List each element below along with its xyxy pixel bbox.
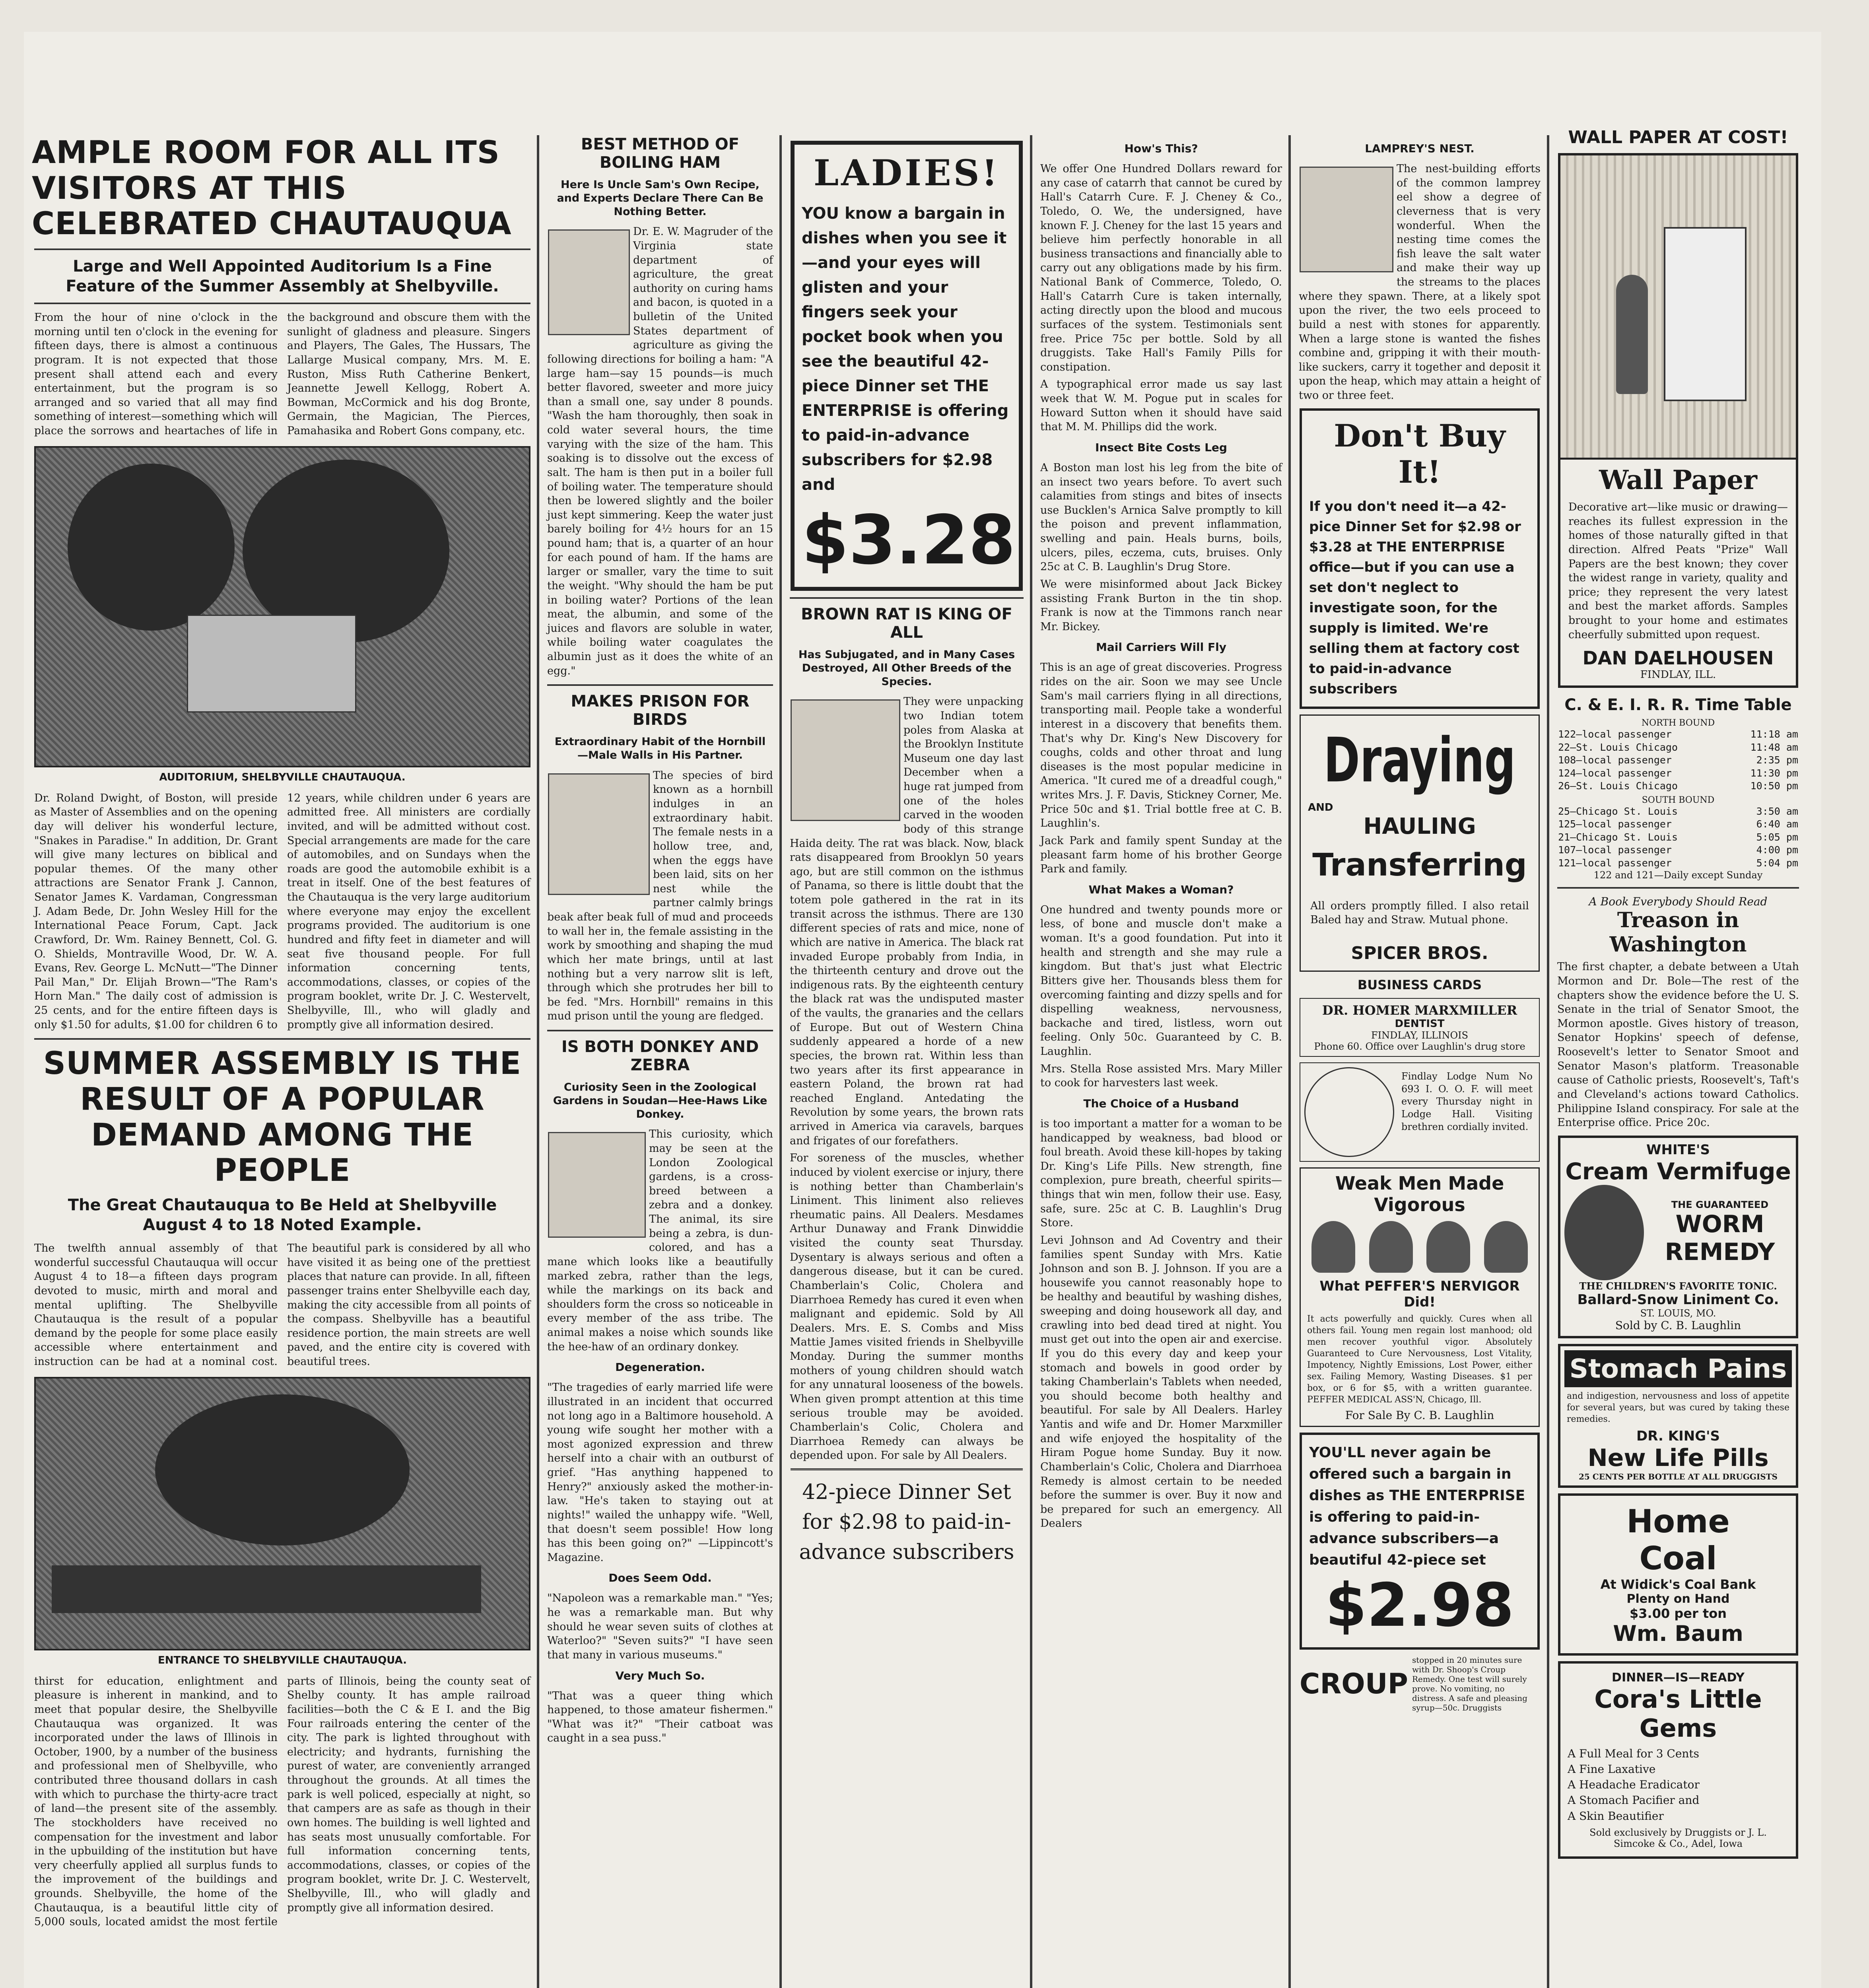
- timetable-row: [1555, 818, 1801, 831]
- column-local-news: [1038, 135, 1284, 1988]
- ad-gems-title: Cora's Little Gems: [1594, 1684, 1762, 1743]
- portrait: [1426, 1221, 1470, 1273]
- dentist-address: FINDLAY, ILLINOIS: [1371, 1029, 1469, 1041]
- ad-whites: [1558, 1136, 1798, 1338]
- time: 6:40 am: [1756, 818, 1798, 830]
- dentist-title: DENTIST: [1395, 1017, 1445, 1030]
- lamprey-illustration: [1300, 167, 1393, 272]
- article-chautauqua-history: thirst for education, enlightment and pleasure is inherent in mankind, and to meet that popular desire, the Shelbyville Chautauqua was organized. It was incorporated under the laws of Illinois in October, 1900, by a number of the business and professional men of Shelbyville, who contributed three thousand dollars in cash with which to purchase the thirty-acre tract of land—the present site of the assembly. The stockholders have received no compensation for the investment and labor in the upbuilding of the institution but have very cheerfully applied all surplus funds to the improvement of the buildings and grounds. Shelbyville, the home of the Chautauqua, is a beautiful little city of 5,000 souls, located amidst the most fertile parts of Illinois, being the county seat of Shelby county. It has ample railroad facilities—both the C & E I. and the Big Four railroads entering the center of the city. The park is lighted throughout with electricity; and hydrants, furnishing the purest of water, are conveniently arranged throughout the grounds. At all times the park is well policed, especially at night, so that campers are as safe as though in their own homes. The building is well lighted and has seats most unusually comfortable. For full information concerning tents, accommodations, classes, or copies of the program booklet, write Dr. J. C. Westervelt, Shelbyville, Ill., who will gladly and promptly give all information desired.: [34, 1675, 530, 1928]
- ad-ladies-price: $3.28: [802, 501, 1016, 580]
- divider: [34, 248, 530, 250]
- time: 5:04 pm: [1756, 857, 1798, 869]
- article-seem-odd: "Napoleon was a remarkable man." "Yes; he was a remarkable man. But why should he wear seven suits of clothes at Waterloo?" "Seven suits?" "I have seen that many in various museums.": [547, 1592, 773, 1661]
- tree-shape: [155, 1394, 410, 1545]
- newspaper-page: [24, 32, 1821, 1988]
- article-donkey-zebra: This curiosity, which may be seen at the London Zoological gardens, is a cross-breed between a zebra and a donkey. The animal, its sire being a zebra, is dun-colored, and has a mane which looks like a beautifully marked zebra, rather than the legs, while the markings on its back and shoulders form the cross so noticeable in every member of the ass tribe. The animal makes a noise which sounds like the hee-haw of an ordinary donkey.: [547, 1128, 773, 1353]
- time: 5:05 pm: [1756, 831, 1798, 843]
- ad-wallpaper-name: DAN DAELHOUSEN: [1582, 647, 1774, 669]
- divider: [547, 1030, 773, 1031]
- timetable-row: [1555, 831, 1801, 844]
- timetable-row: [1555, 741, 1801, 754]
- time: 11:30 pm: [1750, 767, 1798, 779]
- caption-auditorium: AUDITORIUM, SHELBYVILLE CHAUTAUQUA.: [159, 771, 406, 783]
- column-rule: [537, 135, 539, 1988]
- time: 3:50 am: [1756, 805, 1798, 817]
- article-husband: is too important a matter for a woman to be handicapped by weakness, bad blood or foul breath. Avoid these kill-hopes by taking Dr. King's Life Pills. New strength, fine complexion, pure breath, cheerful spirits—things that win men, follow their use. Easy, safe, sure. 25c at C. B. Laughlin's Drug Store.: [1040, 1117, 1282, 1229]
- train: 21—Chicago St. Louis: [1558, 831, 1678, 843]
- zebra-illustration: [548, 1132, 646, 1238]
- lodge-emblem-icon: [1304, 1067, 1394, 1157]
- list-item: A Skin Beautifier: [1568, 1809, 1664, 1823]
- ad-dont-buy: [1300, 408, 1540, 709]
- train: 122—local passenger: [1558, 728, 1672, 740]
- article-chautauqua-intro: From the hour of nine o'clock in the morning until ten o'clock in the evening for fifteen days, there is almost a continuous program. It is not expected that those present shall attend each and every entertainment, but the program is so arranged and so varied that all may find something of interest—something which will place the sorrows and heartaches of life in the background and obscure them with the sunlight of gladness and pleasure. Singers and Players, The Gales, The Hussars, The Lallarge Musical company, Mrs. M. E. Ruston, Miss Ruth Catherine Benkert, Jeannette Jewell Kellogg, Robert A. Bowman, McCormick and his dog Bronte, Germain, the Magician, The Pierces, Pamahasika and Robert Gons company, etc.: [34, 311, 530, 437]
- timetable-row: [1555, 844, 1801, 857]
- train: 26—St. Louis Chicago: [1558, 780, 1678, 792]
- auditorium-building: [187, 615, 356, 712]
- head-mail-carriers: Mail Carriers Will Fly: [1096, 641, 1226, 654]
- head-seem-odd: Does Seem Odd.: [608, 1571, 712, 1585]
- ad-coal-name: Wm. Baum: [1613, 1621, 1743, 1646]
- ad-croup-body: stopped in 20 minutes sure with Dr. Shoop's Croup Remedy. One test will surely prove. No vomiting, no distress. A safe and pleasing syrup—50c. Druggists: [1412, 1655, 1527, 1713]
- entrance-photo: [34, 1377, 530, 1650]
- ad-gems-head: DINNER—IS—READY: [1612, 1670, 1745, 1685]
- ad-stomach-title: Stomach Pains: [1564, 1350, 1792, 1387]
- article-summer-assembly: The twelfth annual assembly of that wonderful successful Chautauqua will occur August 4 to 18—a fifteen days program devoted to music, mirth and moral and mental uplifting. The Shelbyville Chautauqua is the result of a popular demand by the people for some place easily accessible where entertainment and instruction can be had at a nominal cost. The beautiful park is considered by all who have visited it as being one of the prettiest places that nature can provide. In all, fifteen passenger trains enter Shelbyville each day, making the city accessible from all points of the compass. Shelbyville has a beautiful residence portion, the main streets are well paved, and the entire city is covered with beautiful trees.: [34, 1242, 530, 1368]
- child-portrait: [1564, 1185, 1644, 1280]
- ad-ladies-title: LADIES!: [813, 152, 1000, 194]
- ad-coal-coal: Coal: [1639, 1540, 1717, 1577]
- list-item: A Full Meal for 3 Cents: [1568, 1747, 1700, 1760]
- tree-shape: [68, 464, 235, 631]
- ad-croup: [1300, 1655, 1540, 1712]
- timetable-row: [1555, 754, 1801, 767]
- headline-boiling-ham: BEST METHOD OF BOILING HAM: [581, 135, 740, 172]
- ad-stomach-pills: New Life Pills: [1587, 1444, 1769, 1472]
- divider: [34, 303, 530, 304]
- ad-dont-buy-title: Don't Buy It!: [1334, 417, 1506, 490]
- ad-wallpaper-body: Decorative art—like music or drawing—reaches its fullest expression in the homes of those naturally gifted in that direction. Alfred Peats "Prize" Wall Papers are the best known; they cover the widest range in variety, quality and price; they represent the very latest and best the market affords. Samples brought to your home and estimates cheerfully submitted upon request.: [1568, 501, 1788, 641]
- ad-wallpaper: [1558, 153, 1798, 688]
- ad-coal-bank: At Widick's Coal Bank: [1600, 1576, 1756, 1592]
- ad-draying: [1300, 714, 1540, 972]
- ad-whites-title: Cream Vermifuge: [1565, 1157, 1791, 1185]
- ad-never-text: YOU'LL never again be offered such a bargain in dishes as THE ENTERPRISE is offering to paid-in-advance subscribers—a beautiful 42-piece set: [1309, 1444, 1525, 1569]
- timetable-south: [1555, 805, 1801, 870]
- ad-whites-company: Ballard-Snow Liniment Co.: [1577, 1291, 1779, 1308]
- column-rule: [1288, 135, 1291, 1988]
- headline-ample-room: AMPLE ROOM FOR ALL ITS VISITORS AT THIS CELEBRATED CHAUTAUQUA: [32, 135, 512, 242]
- dentist-name: DR. HOMER MARXMILLER: [1322, 1002, 1517, 1018]
- column-ladies-rat: [787, 135, 1026, 1988]
- head-woman: What Makes a Woman?: [1088, 883, 1234, 896]
- book-body: The first chapter, a debate between a Utah Mormon and Dr. Bole—The rest of the chapters show the evidence before the U. S. Senate in the trial of Senator Smoot, the Mormon apostle. Gives history of treason, Senator Hopkins' speech of defense, Roosevelt's letter to Senator Smoot and Senator Mason's platform. Treasonable cause of Catholic priests, Roosevelt's, Taft's and Cleveland's actions toward Catholics. Philippine Island conspiracy. For sale at the Enterprise office. Price 20c.: [1557, 961, 1799, 1129]
- train: 107—local passenger: [1558, 844, 1672, 856]
- ad-stomach-price: 25 CENTS PER BOTTLE AT ALL DRUGGISTS: [1579, 1472, 1778, 1481]
- head-husband: The Choice of a Husband: [1083, 1097, 1239, 1110]
- headline-prison-birds: MAKES PRISON FOR BIRDS: [571, 692, 750, 729]
- ad-whites-remedy: WORM REMEDY: [1665, 1210, 1775, 1266]
- column-chautauqua: [32, 135, 533, 1988]
- ad-draying-title: Draying: [1323, 724, 1516, 796]
- ad-coal-home: Home: [1626, 1503, 1730, 1540]
- ad-dinner-set: [791, 1468, 1023, 1574]
- train: 124—local passenger: [1558, 767, 1672, 779]
- headline-brown-rat: BROWN RAT IS KING OF ALL: [801, 605, 1012, 642]
- divider: [34, 1038, 530, 1040]
- article-misinformed: We were misinformed about Jack Bickey assisting Frank Burton in the tin shop. Frank is now at the Timmons ranch near Mr. Bickey.: [1040, 578, 1282, 633]
- column-ham-birds: [545, 135, 775, 1988]
- time: 11:48 am: [1750, 741, 1798, 753]
- article-brown-rat: They were unpacking two Indian totem poles from Alaska at the Brooklyn Institute Museum one day last December when a huge rat jumped from one of the holes carved in the wooden body of this strange Haida deity. The rat was black. Now, black rats disappeared from Brooklyn 50 years ago, but are still common on the isthmus of Panama, so there is little doubt that the totem pole gathered in the rat in its transit across the isthmus. There are 130 different species of rats and mice, none of which are native in America. The black rat invaded Europe probably from India, in the thirteenth century and drove out the indigenous rats. By the eighteenth century the black rat was the undisputed master of the vaults, the granaries and the cellars of Europe. But out of Western China suddenly appeared a horde of a new species, the brown rat. Within less than two years after its first appearance in eastern Poland, the brown rat had reached England. Antedating the Revolution by some years, the brown rats arrived in America via caravels, barques and frigates of our forefathers.: [790, 695, 1024, 1147]
- hornbill-illustration: [548, 773, 650, 895]
- ad-draying-body: All orders promptly filled. I also retail Baled hay and Straw. Mutual phone.: [1310, 899, 1529, 926]
- ad-stomach-name: DR. KING'S: [1636, 1428, 1720, 1444]
- ad-gems: [1558, 1661, 1798, 1859]
- article-woman: One hundred and twenty pounds more or less, of bone and muscle don't make a woman. It's a good foundation. Put into it health and strength and she may rule a kingdom. But that's just what Electric Bitters give her. Thousands bless them for overcoming fainting and dizzy spells and for dispelling weakness, nervousness, backache and tired, listless, worn out feeling. Only 50c. Guaranteed by C. B. Laughlin.: [1040, 903, 1282, 1058]
- head-degeneration: Degeneration.: [615, 1361, 705, 1374]
- timetable-south-head: SOUTH BOUND: [1642, 795, 1715, 805]
- portrait: [1484, 1221, 1528, 1273]
- timetable-title: C. & E. I. R. R. Time Table: [1564, 696, 1792, 714]
- divider: [790, 597, 1024, 599]
- ad-whites-row: [1564, 1185, 1792, 1280]
- local-news-col3: For soreness of the muscles, whether induced by violent exercise or injury, there is nothing better than Chamberlain's Liniment. This liniment also relieves rheumatic pains. All Dealers. Mesdames Arthur Dunaway and Frank Dinwiddie visited the county seat Thursday. Dysentary is always serious and often a dangerous disease, but it can be cured. Chamberlain's Colic, Cholera and Diarrhoea Remedy has cured it even when malignant and epidemic. Sold by All Dealers. Mrs. E. S. Combs and Miss Mattie James visited friends in Shelbyville Monday. During the summer months mothers of young children should watch for any unnatural looseness of the bowels. When given prompt attention at this time serious trouble may be avoided. Chamberlain's Colic, Cholera and Diarrhoea Remedy can always be depended upon. For sale by All Dealers.: [790, 1152, 1024, 1462]
- timetable-row: [1555, 780, 1801, 793]
- ad-draying-hauling: HAULING: [1363, 813, 1476, 839]
- article-mail-carriers: This is an age of great discoveries. Progress rides on the air. Soon we may see Uncle Sam's mail carriers flying in all directions, transporting mail. People take a wonderful interest in a discovery that benefits them. That's why Dr. King's New Discovery for coughs, colds and other throat and lung diseases is the most popular medicine in America. "It cured me of a dreadful cough," writes Mrs. J. F. Davis, Stickney Corner, Me. Price 50c and $1. Trial bottle free at C. B. Laughlin's.: [1040, 661, 1282, 830]
- train: 25—Chicago St. Louis: [1558, 805, 1678, 817]
- subhead-ham: Here Is Uncle Sam's Own Recipe, and Experts Declare There Can Be Nothing Better.: [557, 179, 764, 218]
- article-lamprey: The nest-building efforts of the common lamprey eel show a degree of cleverness that is very wonderful. When the nesting time comes the fish leave the salt water and make their way up the streams to the places where they spawn. There, at a likely spot upon the river, the two eels proceed to build a nest with stones for apparently. When a large stone is wanted the fishes combine and, gripping it with their mouth-like suckers, carry it together and deposit it upon the heap, which may attain a height of two or three feet.: [1299, 163, 1541, 402]
- ad-nervigor-sub: What PEFFER'S NERVIGOR Did!: [1319, 1278, 1520, 1310]
- figure: [1616, 275, 1648, 394]
- subhead-zebra: Curiosity Seen in the Zoological Gardens in Soudan—Hee-Haws Like Donkey.: [553, 1081, 767, 1120]
- article-local-notes: Levi Johnson and Ad Coventry and their families spent Sunday with Mrs. Katie Johnson and son B. J. Johnson. If you are a housewife you cannot reasonably hope to be healthy and beautiful by washing dishes, sweeping and doing housework all day, and crawling into bed dead tired at night. You must get out into the open air and exercise. If you do this every day and keep your stomach and bowels in good order by taking Chamberlain's Tablets when needed, you should become both healthy and beautiful. For sale by All Dealers. Harley Yantis and wife and Dr. Homer Marxmiller and wife enjoyed the hospitality of the Hiram Pogue home Sunday. Buy it now. Chamberlain's Colic, Cholera and Diarrhoea Remedy is almost certain to be needed before the summer is over. Buy it now and be prepared for such an emergency. All Dealers: [1040, 1234, 1282, 1530]
- doorway: [1664, 227, 1747, 401]
- card-dentist: [1300, 998, 1540, 1057]
- business-cards-head: BUSINESS CARDS: [1357, 977, 1482, 992]
- article-stella-rose: Mrs. Stella Rose assisted Mrs. Mary Miller to cook for harvesters last week.: [1040, 1062, 1282, 1089]
- time: 11:18 am: [1750, 728, 1798, 740]
- ad-never-price: $2.98: [1325, 1571, 1514, 1640]
- train: 108—local passenger: [1558, 754, 1672, 766]
- timetable-north: [1555, 728, 1801, 793]
- train: 125—local passenger: [1558, 818, 1672, 830]
- article-boiling-ham: Dr. E. W. Magruder of the Virginia state department of agriculture, the great authority on curing hams and bacon, is quoted in a bulletin of the United States department of agriculture as giving the following directions for boiling a ham: "A large ham—say 15 pounds—is much better flavored, sweeter and more juicy than a small one, say under 8 pounds. "Wash the ham thoroughly, then soak in cold water several hours, the time varying with the size of the ham. This soaking is to dissolve out the excess of salt. The ham is then put in a boiler full of boiling water. The temperature should then be lowered slightly and the boiler just kept simmering. Keep the water just barely boiling for 4½ hours for an 15 pound ham; that is, a quarter of an hour for each pound of ham. If the hams are larger or smaller, vary the time to suit the weight. "Why should the ham be put in boiling water? Portions of the lean meat, the albumin, and some of the juices and flavors are soluble in water, while boiling water coagulates the albumin just as it does the white of an egg.": [547, 225, 773, 677]
- ad-nervigor: [1300, 1167, 1540, 1427]
- ad-draying-name: SPICER BROS.: [1351, 943, 1488, 963]
- ad-wallpaper-title: Wall Paper: [1599, 464, 1757, 495]
- list-item: A Stomach Pacifier and: [1568, 1794, 1700, 1807]
- timetable-note: 122 and 121—Daily except Sunday: [1593, 870, 1763, 881]
- head-insect-bite: Insect Bite Costs Leg: [1095, 441, 1227, 454]
- timetable-row: [1555, 805, 1801, 818]
- divider: [547, 684, 773, 686]
- portrait: [1311, 1221, 1355, 1273]
- ad-nervigor-body: It acts powerfully and quickly. Cures when all others fail. Young men regain lost manhood; old men recover youthful vigor. Absolutely Guaranteed to Cure Nervousness, Lost Vitality, Impotency, Nightly Emissions, Lost Power, either sex. Failing Memory, Wasting Diseases. $1 per box, or 6 for $5, with a written guarantee. PEFFER MEDICAL ASS'N, Chicago, Ill.: [1307, 1314, 1532, 1405]
- article-hows-this: We offer One Hundred Dollars reward for any case of catarrh that cannot be cured by Hall's Catarrh Cure. F. J. Cheney & Co., Toledo, O. We, the undersigned, have known F. J. Cheney for the last 15 years and believe him perfectly honorable in all business transactions and financially able to carry out any obligations made by his firm. National Bank of Commerce, Toledo, O. Hall's Catarrh Cure is taken internally, acting directly upon the blood and mucous surfaces of the system. Testimonials sent free. Price 75c per bottle. Sold by all druggists. Take Hall's Family Pills for constipation.: [1040, 163, 1282, 373]
- ham-illustration: [548, 229, 630, 335]
- timetable-row: [1555, 767, 1801, 780]
- article-hornbill: The species of bird known as a hornbill indulges in an extraordinary habit. The female nests in a hollow tree, and, when the eggs have been laid, sits on her nest while the partner calmly brings beak after beak full of mud and proceeds to wall her in, the female assisting in the work by smoothing and shaping the mud which her mate brings, until at last nothing but a very narrow slit is left, through which she protrudes her bill to be fed. "Mrs. Hornbill" remains in this mud prison until the young are fledged.: [547, 769, 773, 1023]
- ad-ladies-text: YOU know a bargain in dishes when you see it—and your eyes will glisten and your fingers seek your pocket book when you see the beautiful 42-piece Dinner set THE ENTERPRISE is offering to paid-in-advance subscribers for $2.98 and: [802, 204, 1009, 494]
- ad-stomach-body: and indigestion, nervousness and loss of appetite for several years, but was cured by taking these remedies.: [1567, 1391, 1789, 1424]
- ad-gems-list: [1568, 1746, 1789, 1824]
- timetable-row: [1555, 728, 1801, 741]
- lodge-text: Findlay Lodge Num No 693 I. O. O. F. will meet every Thursday night in Lodge Hall. Visiting brethren cordially invited.: [1401, 1070, 1533, 1132]
- rat-illustration: [791, 699, 900, 821]
- ad-coal: [1558, 1493, 1798, 1656]
- column-rule: [1547, 135, 1549, 1988]
- ad-whites-sold: Sold by C. B. Laughlin: [1615, 1318, 1741, 1332]
- ad-whites-brand: WHITE'S: [1646, 1142, 1710, 1158]
- time: 4:00 pm: [1756, 844, 1798, 856]
- ad-coal-plenty: Plenty on Hand: [1626, 1592, 1730, 1606]
- card-lodge: [1300, 1062, 1540, 1162]
- portrait: [1369, 1221, 1413, 1273]
- subhead-hornbill: Extraordinary Habit of the Hornbill —Male Walls in His Partner.: [554, 736, 766, 761]
- ad-nervigor-sale: For Sale By C. B. Laughlin: [1345, 1409, 1494, 1422]
- auditorium-photo: [34, 446, 530, 767]
- column-rule: [779, 135, 782, 1988]
- article-typo: A typographical error made us say last week that W. M. Pogue put in scales for Howard Sutton when it should have said that M. M. Phillips did the work.: [1040, 378, 1282, 433]
- subhead-auditorium: Large and Well Appointed Auditorium Is a Fine Feature of the Summer Assembly at Shelbyville.: [66, 257, 499, 296]
- divider: [1557, 887, 1799, 889]
- ad-nervigor-title: Weak Men Made Vigorous: [1335, 1172, 1504, 1215]
- wallpaper-room-illustration: [1560, 155, 1796, 460]
- article-jack-park: Jack Park and family spent Sunday at the pleasant farm home of his brother George Park and family.: [1040, 834, 1282, 876]
- portraits: [1305, 1221, 1535, 1273]
- ad-croup-title: CROUP: [1300, 1668, 1408, 1701]
- time: 10:50 pm: [1750, 780, 1798, 792]
- ad-coal-price: $3.00 per ton: [1630, 1606, 1727, 1621]
- subhead-great-chautauqua: The Great Chautauqua to Be Held at Shelbyville August 4 to 18 Noted Example.: [68, 1196, 497, 1235]
- headline-summer-assembly: SUMMER ASSEMBLY IS THE RESULT OF A POPULAR DEMAND AMONG THE PEOPLE: [43, 1046, 522, 1189]
- book-intro: A Book Everybody Should Read: [1589, 895, 1768, 909]
- column-rule: [1030, 135, 1032, 1988]
- ad-whites-tonic: THE CHILDREN'S FAVORITE TONIC.: [1579, 1280, 1777, 1292]
- head-lamprey: LAMPREY'S NEST.: [1365, 142, 1475, 155]
- time: 2:35 pm: [1756, 754, 1798, 766]
- ad-dont-buy-text: If you don't need it—a 42-pice Dinner Set for $2.98 or $3.28 at THE ENTERPRISE office—but if you can use a set don't neglect to investigate soon, for the supply is limited. We're selling them at factory cost to paid-in-advance subscribers: [1309, 498, 1521, 697]
- ad-whites-guaranteed: THE GUARANTEED: [1671, 1199, 1769, 1210]
- head-very-much: Very Much So.: [615, 1669, 705, 1682]
- book-title: Treason in Washington: [1609, 908, 1747, 957]
- column-ads-middle: [1296, 135, 1543, 1988]
- list-item: A Fine Laxative: [1568, 1763, 1656, 1776]
- train: 121—local passenger: [1558, 857, 1672, 869]
- ad-stomach: [1558, 1344, 1798, 1488]
- ad-wallpaper-top: WALL PAPER AT COST!: [1568, 127, 1788, 148]
- ad-whites-city: ST. LOUIS, MO.: [1640, 1307, 1716, 1319]
- article-insect-bite: A Boston man lost his leg from the bite of an insect two years before. To avert such calamities from stings and bites of insects use Bucklen's Arnica Salve promptly to kill the poison and prevent inflammation, swelling and pain. Heals burns, boils, ulcers, piles, eczema, cuts, bruises. Only 25c at C. B. Laughlin's Drug Store.: [1040, 461, 1282, 573]
- ad-gems-sold: Sold exclusively by Druggists or J. L. Simcoke & Co., Adel, Iowa: [1589, 1827, 1767, 1849]
- subhead-brown-rat: Has Subjugated, and in Many Cases Destroyed, All Other Breeds of the Species.: [798, 648, 1015, 688]
- headline-donkey-zebra: IS BOTH DONKEY AND ZEBRA: [561, 1038, 759, 1074]
- list-item: A Headache Eradicator: [1568, 1778, 1700, 1792]
- article-degeneration: "The tragedies of early married life were illustrated in an incident that occurred not long ago in a Baltimore household. A young wife sought her mother with a most agonized expression and threw herself into a chair with an outburst of grief. "Has anything happened to Henry?" anxiously asked the mother-in-law. "He's taken to staying out at nights!" wailed the unhappy wife. "Well, that doesn't seem possible! How long has this been going on?" —Lippincott's Magazine.: [547, 1381, 773, 1564]
- timetable-row: [1555, 857, 1801, 870]
- timetable-north-head: NORTH BOUND: [1641, 718, 1715, 728]
- ad-wallpaper-town: FINDLAY, ILL.: [1640, 669, 1716, 681]
- ad-never-again: [1300, 1433, 1540, 1650]
- head-hows-this: How's This?: [1124, 142, 1198, 155]
- train: 22—St. Louis Chicago: [1558, 741, 1678, 753]
- article-chautauqua-lectures: Dr. Roland Dwight, of Boston, will preside as Master of Assemblies and on the opening day will deliver his wonderful lecture, "Snakes in Paradise." In addition, Dr. Grant will give many lectures on biblical and popular themes. Of the many other attractions are Senator Frank J. Cannon, Senator James K. Vardaman, Congressman J. Adam Bede, Dr. John Wesley Hill for the International Peace Forum, Capt. Jack Crawford, Dr. Wm. Rainey Bennett, Col. G. O. Shields, Montraville Wood, Dr. W. A. Evans, Rev. George L. McNutt—"The Dinner Pail Man," Dr. Elijah Brown—"The Ram's Horn Man." The daily cost of admission is 25 cents, and for the entire fifteen days is only $1.50 for adults, $1.00 for children 6 to 12 years, while children under 6 years are admitted free. All ministers are cordially invited, and will be admitted without cost. Special arrangements are made for the care of automobiles, and on Sundays when the roads are good the automobile exhibit is a treat in itself. One of the best features of the Chautauqua is the very large auditorium where everyone may enjoy the excellent programs provided. The auditorium is one hundred and fifty feet in diameter and will seat five thousand people. For full information concerning tents, accommodations, classes, or copies of the program booklet, write Dr. J. C. Westervelt, Shelbyville, Ill., who will gladly and promptly give all information desired.: [34, 792, 530, 1031]
- column-ads-right: [1555, 127, 1801, 1988]
- ad-draying-transferring: Transferring: [1312, 847, 1527, 883]
- ad-draying-and: AND: [1308, 801, 1333, 813]
- caption-entrance: ENTRANCE TO SHELBYVILLE CHAUTAUQUA.: [157, 1654, 407, 1666]
- ad-ladies: [791, 141, 1023, 591]
- article-very-much: "That was a queer thing which happened, to those amateur fishermen." "What was it?" "Their catboat was caught in a sea puss.": [547, 1689, 773, 1745]
- dentist-office: Phone 60. Office over Laughlin's drug store: [1314, 1041, 1525, 1052]
- crowd-band: [52, 1565, 481, 1613]
- ad-dinner-set-text: 42-piece Dinner Set for $2.98 to paid-in-advance subscribers: [799, 1480, 1014, 1564]
